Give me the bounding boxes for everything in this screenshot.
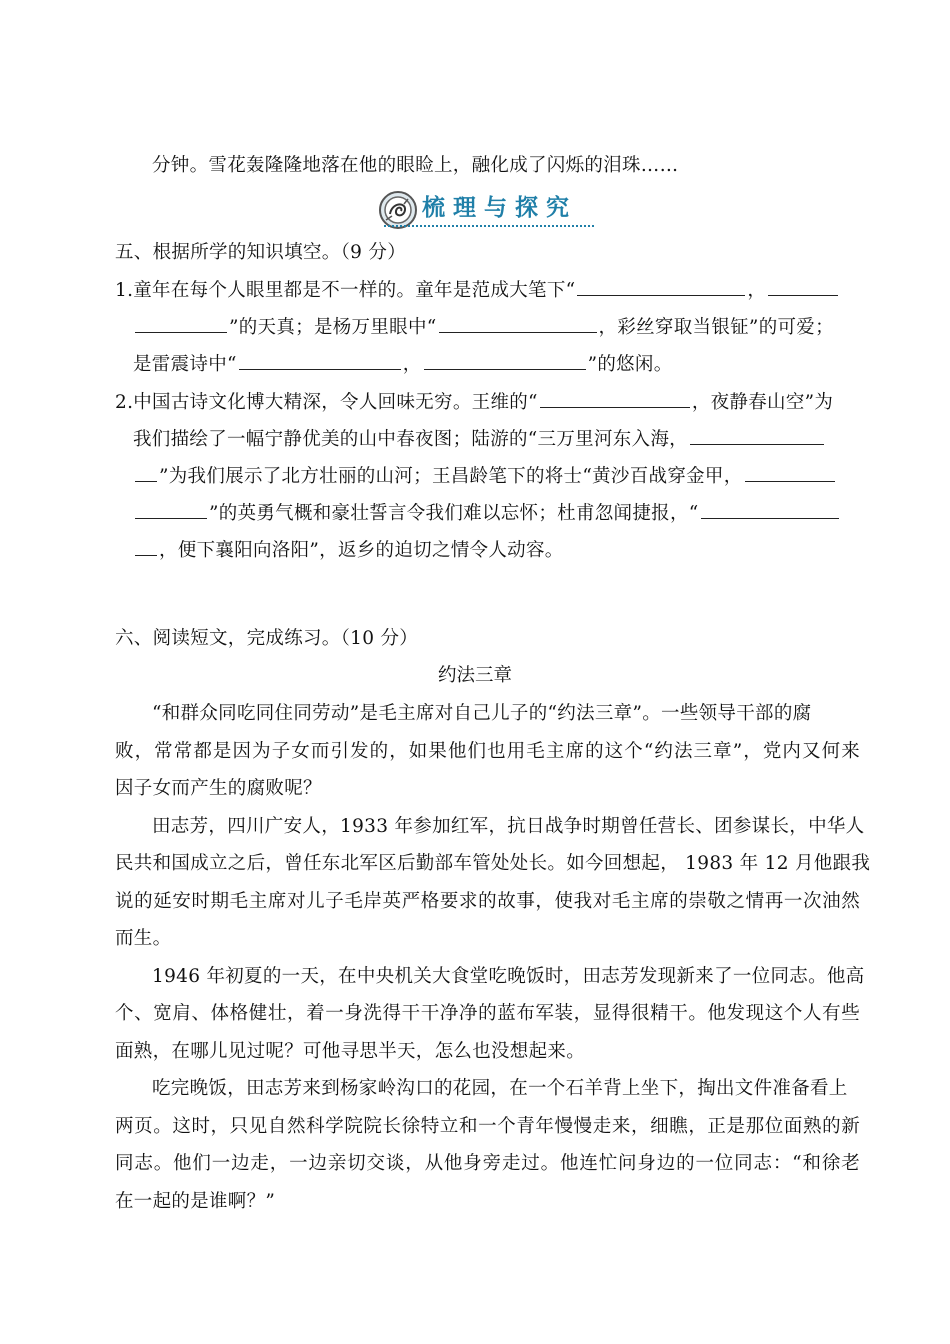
q1-line-1 — [115, 278, 860, 304]
q1-text-g: ”的悠闲。 — [587, 354, 673, 375]
q2-blank-2a[interactable] — [690, 427, 824, 445]
q1-blank-4[interactable] — [239, 352, 401, 370]
q1-blank-2a[interactable] — [768, 278, 838, 296]
q2-blank-3b[interactable] — [135, 501, 207, 519]
q1-line-2 — [133, 315, 860, 341]
q1-blank-3[interactable] — [439, 315, 597, 333]
passage-line: 因子女而产生的腐败呢？ — [115, 778, 322, 799]
q2-blank-2b[interactable] — [135, 464, 157, 482]
section5-heading: 五、根据所学的知识填空。（9 分） — [115, 242, 407, 263]
q2-line-1 — [115, 390, 860, 416]
q2-blank-1[interactable] — [540, 390, 690, 408]
banner-title: 梳理与探究 — [422, 195, 577, 221]
swirl-badge-icon — [378, 190, 418, 230]
banner-underline — [384, 225, 594, 227]
passage-line: “和群众同吃同住同劳动”是毛主席对自己儿子的“约法三章”。一些领导干部的腐 — [152, 703, 812, 724]
q1-blank-1[interactable] — [577, 278, 745, 296]
q2-blank-3a[interactable] — [745, 464, 835, 482]
q2-text-c: 我们描绘了一幅宁静优美的山中春夜图；陆游的“三万里河东入海， — [133, 429, 688, 450]
passage-line: 田志芳，四川广安人，1933 年参加红军，抗日战争时期曾任营长、团参谋长，中华人 — [152, 816, 865, 837]
q1-text-e: 是雷震诗中“ — [133, 354, 237, 375]
intro-line: 分钟。雪花轰隆隆地落在他的眼睑上，融化成了闪烁的泪珠…… — [152, 155, 679, 176]
passage-title: 约法三章 — [437, 665, 512, 686]
q1-text-a: 1.童年在每个人眼里都是不一样的。童年是范成大笔下“ — [115, 280, 576, 301]
q1-blank-5[interactable] — [424, 352, 586, 370]
q2-text-a: 2.中国古诗文化博大精深，令人回味无穷。王维的“ — [115, 392, 538, 413]
passage-line: 败，常常都是因为子女而引发的，如果他们也用毛主席的这个“约法三章”，党内又何来 — [115, 741, 860, 762]
q1-line-3 — [133, 352, 860, 378]
passage-line: 1946 年初夏的一天，在中央机关大食堂吃晚饭时，田志芳发现新来了一位同志。他高 — [152, 966, 865, 987]
q1-text-d: ，彩丝穿取当银钲”的可爱； — [598, 317, 834, 338]
q2-line-5 — [133, 538, 860, 564]
q2-text-f: ，便下襄阳向洛阳”，返乡的迫切之情令人动容。 — [159, 540, 564, 561]
passage-line: 说的延安时期毛主席对儿子毛岸英严格要求的故事，使我对毛主席的崇敬之情再一次油然 — [115, 891, 860, 912]
passage-line: 两页。这时，只见自然科学院院长徐特立和一个青年慢慢走来，细瞧，正是那位面熟的新 — [115, 1116, 860, 1137]
passage-line: 吃完晚饭，田志芳来到杨家岭沟口的花园，在一个石羊背上坐下，掏出文件准备看上 — [152, 1078, 848, 1099]
q2-line-4 — [133, 501, 860, 527]
q2-line-2 — [133, 427, 860, 453]
q1-text-b: ， — [747, 280, 767, 301]
passage-line: 同志。他们一边走，一边亲切交谈，从他身旁走过。他连忙问身边的一位同志：“和徐老 — [115, 1153, 860, 1174]
passage-line: 而生。 — [115, 928, 172, 949]
q1-blank-2b[interactable] — [135, 315, 227, 333]
q2-blank-4a[interactable] — [701, 501, 839, 519]
q2-text-d: ”为我们展示了北方壮丽的山河；王昌龄笔下的将士“黄沙百战穿金甲， — [159, 466, 743, 487]
passage-line: 民共和国成立之后，曾任东北军区后勤部车管处处长。如今回想起， 1983 年 12 月他跟我 — [115, 853, 871, 874]
q2-blank-4b[interactable] — [135, 538, 157, 556]
passage-line: 个、宽肩、体格健壮，着一身洗得干干净净的蓝布军装，显得很精干。他发现这个人有些 — [115, 1003, 860, 1024]
q1-text-c: ”的天真；是杨万里眼中“ — [229, 317, 437, 338]
section-banner — [378, 190, 598, 230]
q2-line-3 — [133, 464, 860, 490]
q2-text-e: ”的英勇气概和豪壮誓言令我们难以忘怀；杜甫忽闻捷报，“ — [209, 503, 699, 524]
q1-text-f: ， — [402, 354, 422, 375]
q2-text-b: ，夜静春山空”为 — [691, 392, 834, 413]
section6-heading: 六、阅读短文，完成练习。（10 分） — [115, 628, 419, 649]
passage-line: 在一起的是谁啊？” — [115, 1191, 276, 1212]
passage-line: 面熟，在哪儿见过呢？可他寻思半天，怎么也没想起来。 — [115, 1041, 586, 1062]
